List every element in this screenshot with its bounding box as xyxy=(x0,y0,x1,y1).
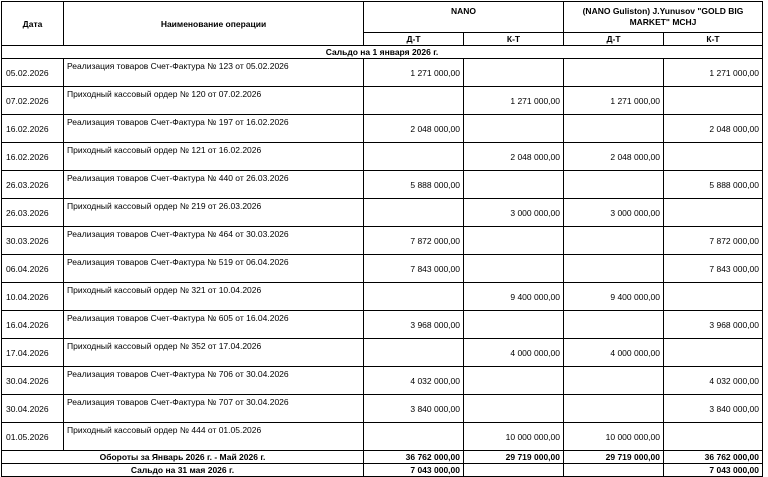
cell-date: 30.04.2026 xyxy=(2,395,64,423)
saldo-start-row xyxy=(2,46,763,59)
totals-nano-credit: 29 719 000,00 xyxy=(464,451,564,464)
table-row xyxy=(2,255,763,283)
cell-partner-debit: 9 400 000,00 xyxy=(564,283,664,311)
cell-nano-credit xyxy=(464,311,564,339)
cell-partner-credit: 3 968 000,00 xyxy=(664,311,763,339)
totals-nano-debit: 36 762 000,00 xyxy=(364,451,464,464)
cell-nano-debit: 5 888 000,00 xyxy=(364,171,464,199)
table-row xyxy=(2,143,763,171)
cell-operation: Приходный кассовый ордер № 121 от 16.02.2026 xyxy=(64,143,364,171)
header-operation: Наименование операции xyxy=(64,2,364,46)
cell-partner-credit: 7 843 000,00 xyxy=(664,255,763,283)
cell-partner-debit xyxy=(564,367,664,395)
cell-nano-debit xyxy=(364,283,464,311)
cell-date: 16.04.2026 xyxy=(2,311,64,339)
cell-partner-debit xyxy=(564,311,664,339)
cell-date: 30.04.2026 xyxy=(2,367,64,395)
totals-row xyxy=(2,451,763,464)
cell-partner-credit: 7 872 000,00 xyxy=(664,227,763,255)
cell-partner-credit xyxy=(664,143,763,171)
table-row xyxy=(2,423,763,451)
cell-date: 07.02.2026 xyxy=(2,87,64,115)
cell-nano-credit xyxy=(464,227,564,255)
saldo-end-nano-credit xyxy=(464,464,564,477)
saldo-end-partner-credit: 7 043 000,00 xyxy=(664,464,763,477)
cell-partner-debit xyxy=(564,115,664,143)
saldo-end-partner-debit xyxy=(564,464,664,477)
cell-partner-debit: 10 000 000,00 xyxy=(564,423,664,451)
saldo-end-label: Сальдо на 31 мая 2026 г. xyxy=(2,464,364,477)
cell-partner-debit xyxy=(564,171,664,199)
cell-nano-debit xyxy=(364,423,464,451)
table-row xyxy=(2,367,763,395)
cell-date: 10.04.2026 xyxy=(2,283,64,311)
table-row xyxy=(2,395,763,423)
table-row xyxy=(2,339,763,367)
saldo-end-nano-debit: 7 043 000,00 xyxy=(364,464,464,477)
cell-partner-credit xyxy=(664,283,763,311)
cell-partner-credit xyxy=(664,423,763,451)
table-row xyxy=(2,283,763,311)
cell-date: 26.03.2026 xyxy=(2,171,64,199)
cell-partner-credit: 5 888 000,00 xyxy=(664,171,763,199)
cell-partner-credit xyxy=(664,87,763,115)
cell-partner-credit: 2 048 000,00 xyxy=(664,115,763,143)
cell-date: 01.05.2026 xyxy=(2,423,64,451)
cell-operation: Реализация товаров Счет-Фактура № 440 от 26.03.2026 xyxy=(64,171,364,199)
cell-partner-credit: 1 271 000,00 xyxy=(664,59,763,87)
header-partner-credit: К-Т xyxy=(664,33,763,46)
cell-date: 17.04.2026 xyxy=(2,339,64,367)
cell-operation: Реализация товаров Счет-Фактура № 464 от 30.03.2026 xyxy=(64,227,364,255)
table-row xyxy=(2,171,763,199)
cell-date: 06.04.2026 xyxy=(2,255,64,283)
cell-operation: Приходный кассовый ордер № 120 от 07.02.2026 xyxy=(64,87,364,115)
cell-partner-debit: 1 271 000,00 xyxy=(564,87,664,115)
table-row xyxy=(2,227,763,255)
saldo-end-row xyxy=(2,464,763,477)
cell-operation: Приходный кассовый ордер № 352 от 17.04.2026 xyxy=(64,339,364,367)
header-company: NANO xyxy=(364,2,564,33)
cell-nano-debit: 2 048 000,00 xyxy=(364,115,464,143)
table-row xyxy=(2,311,763,339)
cell-nano-debit: 4 032 000,00 xyxy=(364,367,464,395)
table-row xyxy=(2,59,763,87)
cell-operation: Приходный кассовый ордер № 444 от 01.05.2026 xyxy=(64,423,364,451)
cell-date: 30.03.2026 xyxy=(2,227,64,255)
cell-nano-credit: 10 000 000,00 xyxy=(464,423,564,451)
totals-partner-debit: 29 719 000,00 xyxy=(564,451,664,464)
cell-partner-debit xyxy=(564,227,664,255)
cell-nano-credit xyxy=(464,171,564,199)
header-date: Дата xyxy=(2,2,64,46)
cell-operation: Реализация товаров Счет-Фактура № 605 от 16.04.2026 xyxy=(64,311,364,339)
saldo-start-label: Сальдо на 1 января 2026 г. xyxy=(2,46,763,59)
cell-nano-credit: 1 271 000,00 xyxy=(464,87,564,115)
table-row xyxy=(2,115,763,143)
cell-nano-debit: 1 271 000,00 xyxy=(364,59,464,87)
cell-partner-debit xyxy=(564,395,664,423)
cell-operation: Реализация товаров Счет-Фактура № 707 от 30.04.2026 xyxy=(64,395,364,423)
cell-partner-credit xyxy=(664,339,763,367)
cell-operation: Реализация товаров Счет-Фактура № 123 от 05.02.2026 xyxy=(64,59,364,87)
header-nano-credit: К-Т xyxy=(464,33,564,46)
cell-operation: Приходный кассовый ордер № 321 от 10.04.2026 xyxy=(64,283,364,311)
totals-label: Обороты за Январь 2026 г. - Май 2026 г. xyxy=(2,451,364,464)
cell-partner-credit: 4 032 000,00 xyxy=(664,367,763,395)
cell-nano-credit: 2 048 000,00 xyxy=(464,143,564,171)
cell-operation: Реализация товаров Счет-Фактура № 706 от 30.04.2026 xyxy=(64,367,364,395)
cell-nano-debit: 7 872 000,00 xyxy=(364,227,464,255)
header-partner-debit: Д-Т xyxy=(564,33,664,46)
reconciliation-table xyxy=(1,1,763,477)
cell-operation: Реализация товаров Счет-Фактура № 197 от 16.02.2026 xyxy=(64,115,364,143)
cell-date: 05.02.2026 xyxy=(2,59,64,87)
cell-date: 26.03.2026 xyxy=(2,199,64,227)
totals-partner-credit: 36 762 000,00 xyxy=(664,451,763,464)
header-nano-debit: Д-Т xyxy=(364,33,464,46)
cell-partner-debit: 4 000 000,00 xyxy=(564,339,664,367)
cell-partner-credit: 3 840 000,00 xyxy=(664,395,763,423)
cell-nano-debit xyxy=(364,143,464,171)
cell-nano-credit: 3 000 000,00 xyxy=(464,199,564,227)
cell-partner-credit xyxy=(664,199,763,227)
cell-nano-debit xyxy=(364,199,464,227)
cell-nano-debit xyxy=(364,339,464,367)
table-row xyxy=(2,87,763,115)
cell-nano-debit: 3 840 000,00 xyxy=(364,395,464,423)
cell-nano-credit xyxy=(464,115,564,143)
cell-partner-debit xyxy=(564,255,664,283)
cell-date: 16.02.2026 xyxy=(2,115,64,143)
cell-date: 16.02.2026 xyxy=(2,143,64,171)
cell-nano-credit: 9 400 000,00 xyxy=(464,283,564,311)
cell-partner-debit: 3 000 000,00 xyxy=(564,199,664,227)
cell-partner-debit xyxy=(564,59,664,87)
table-row xyxy=(2,199,763,227)
cell-nano-credit xyxy=(464,255,564,283)
cell-partner-debit: 2 048 000,00 xyxy=(564,143,664,171)
cell-nano-debit xyxy=(364,87,464,115)
cell-nano-credit: 4 000 000,00 xyxy=(464,339,564,367)
header-partner: (NANO Guliston) J.Yunusov "GOLD BIG MARKET" MCHJ xyxy=(564,2,763,33)
cell-operation: Приходный кассовый ордер № 219 от 26.03.2026 xyxy=(64,199,364,227)
cell-nano-debit: 3 968 000,00 xyxy=(364,311,464,339)
header-row xyxy=(2,2,763,33)
cell-nano-credit xyxy=(464,395,564,423)
cell-nano-credit xyxy=(464,367,564,395)
cell-operation: Реализация товаров Счет-Фактура № 519 от 06.04.2026 xyxy=(64,255,364,283)
cell-nano-debit: 7 843 000,00 xyxy=(364,255,464,283)
cell-nano-credit xyxy=(464,59,564,87)
